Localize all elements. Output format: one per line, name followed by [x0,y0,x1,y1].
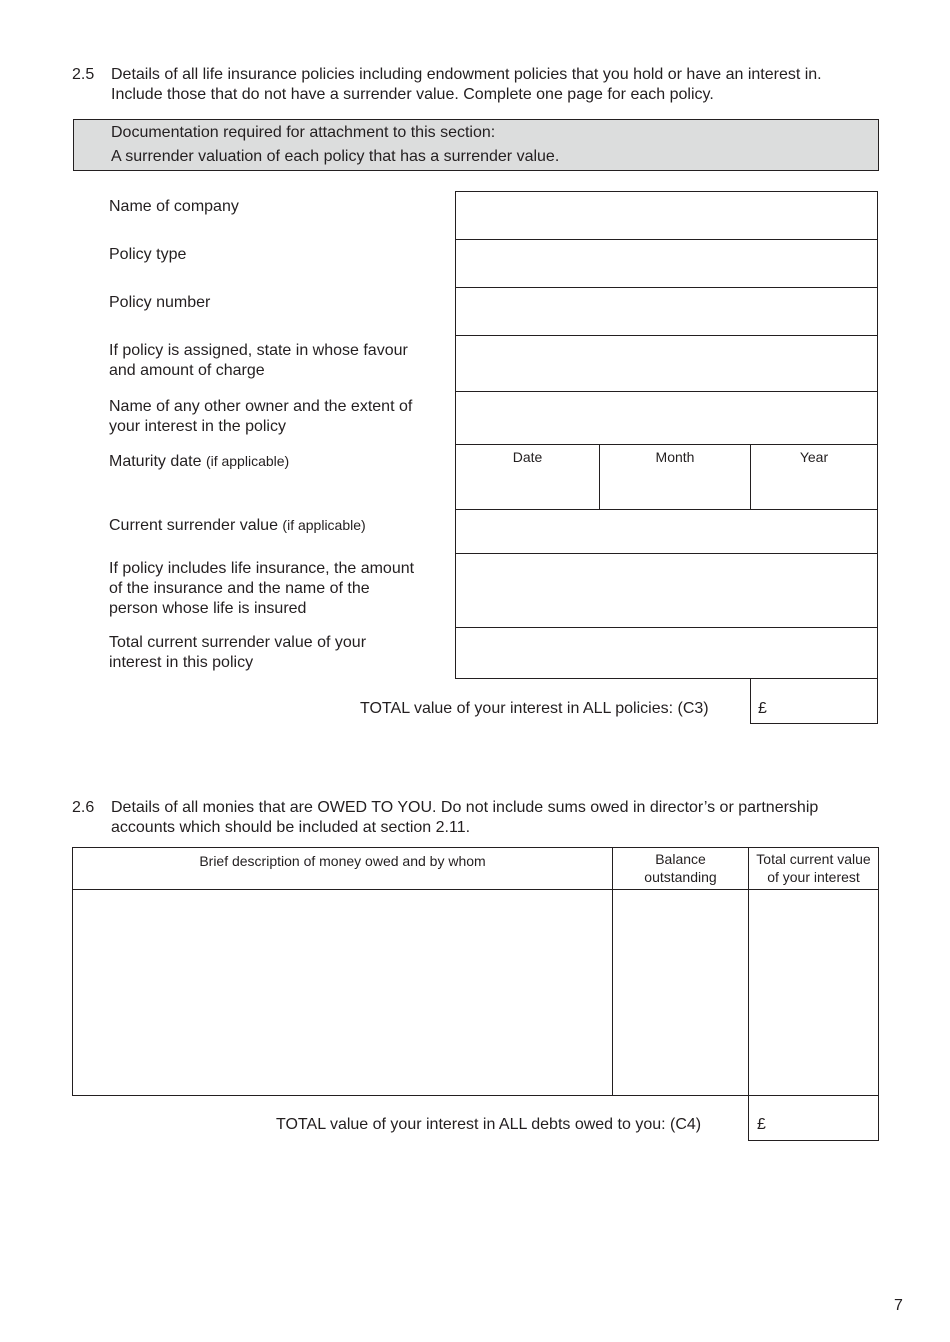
surrender-value-input[interactable] [456,510,877,553]
date-column-label: Date [512,449,543,465]
total-surrender-input[interactable] [456,628,877,678]
currency-symbol: £ [758,700,767,717]
balance-outstanding-input[interactable] [613,890,748,1095]
total-debts-c4-input[interactable] [748,1095,879,1141]
currency-symbol: £ [757,1116,766,1133]
column-header-value-line2: of your interest [767,869,860,885]
label-policy-number: Policy number [109,294,211,311]
documentation-line1: Documentation required for attachment to this section: [111,124,496,141]
maturity-date-day-input[interactable] [456,445,599,509]
section-2-5-intro-line2: Include those that do not have a surrender value. Complete one page for each policy. [111,86,714,103]
section-2-5-number: 2.5 [72,66,95,83]
label-life-insurance-line3: person whose life is insured [109,600,307,617]
label-assigned-line1: If policy is assigned, state in whose favour [109,342,408,359]
label-total-surrender-line2: interest in this policy [109,654,254,671]
maturity-date-month-input[interactable] [600,445,750,509]
surrender-value-text: Current surrender value [109,517,278,534]
life-insurance-input[interactable] [456,554,877,627]
other-owner-input[interactable] [456,392,877,444]
maturity-date-text: Maturity date [109,453,202,470]
total-policies-c3-input[interactable] [750,678,878,724]
total-current-value-input[interactable] [749,890,878,1095]
label-policy-type: Policy type [109,246,187,263]
documentation-box [73,119,879,171]
section-2-6-intro-line2: accounts which should be included at section 2.11. [111,819,471,836]
month-column-label: Month [655,449,695,465]
documentation-line2: A surrender valuation of each policy that has a surrender value. [111,148,560,165]
total-debts-label: TOTAL value of your interest in ALL debts owed to you: (C4) [276,1116,702,1133]
label-assigned-line2: and amount of charge [109,362,265,379]
label-total-surrender-line1: Total current surrender value of your [109,634,367,651]
total-policies-label: TOTAL value of your interest in ALL policies: (C3) [360,700,709,717]
label-current-surrender-value [109,515,366,536]
column-header-description: Brief description of money owed and by whom [199,853,486,869]
section-2-6-number: 2.6 [72,799,95,816]
label-name-of-company: Name of company [109,198,239,215]
section-2-6-intro-line1: Details of all monies that are OWED TO YOU. Do not include sums owed in director’s or partnership [111,799,819,816]
surrender-value-note: (if applicable) [282,517,366,533]
company-name-input[interactable] [456,192,877,239]
page-number: 7 [894,1297,903,1314]
column-header-value-line1: Total current value [756,851,871,867]
policy-type-input[interactable] [456,240,877,287]
label-other-owner-line1: Name of any other owner and the extent of [109,398,413,415]
year-column-label: Year [799,449,829,465]
label-life-insurance-line1: If policy includes life insurance, the amount [109,560,415,577]
label-life-insurance-line2: of the insurance and the name of the [109,580,370,597]
description-input[interactable] [73,890,612,1095]
label-other-owner-line2: your interest in the policy [109,418,286,435]
assigned-favour-input[interactable] [456,336,877,391]
section-2-5-intro-line1: Details of all life insurance policies including endowment policies that you hold or have an interest in. [111,66,822,83]
maturity-date-note: (if applicable) [205,453,290,469]
column-header-balance-line2: outstanding [644,869,717,885]
column-header-balance-line1: Balance [655,851,706,867]
policy-number-input[interactable] [456,288,877,335]
maturity-date-year-input[interactable] [751,445,877,509]
label-maturity-date [109,451,289,472]
